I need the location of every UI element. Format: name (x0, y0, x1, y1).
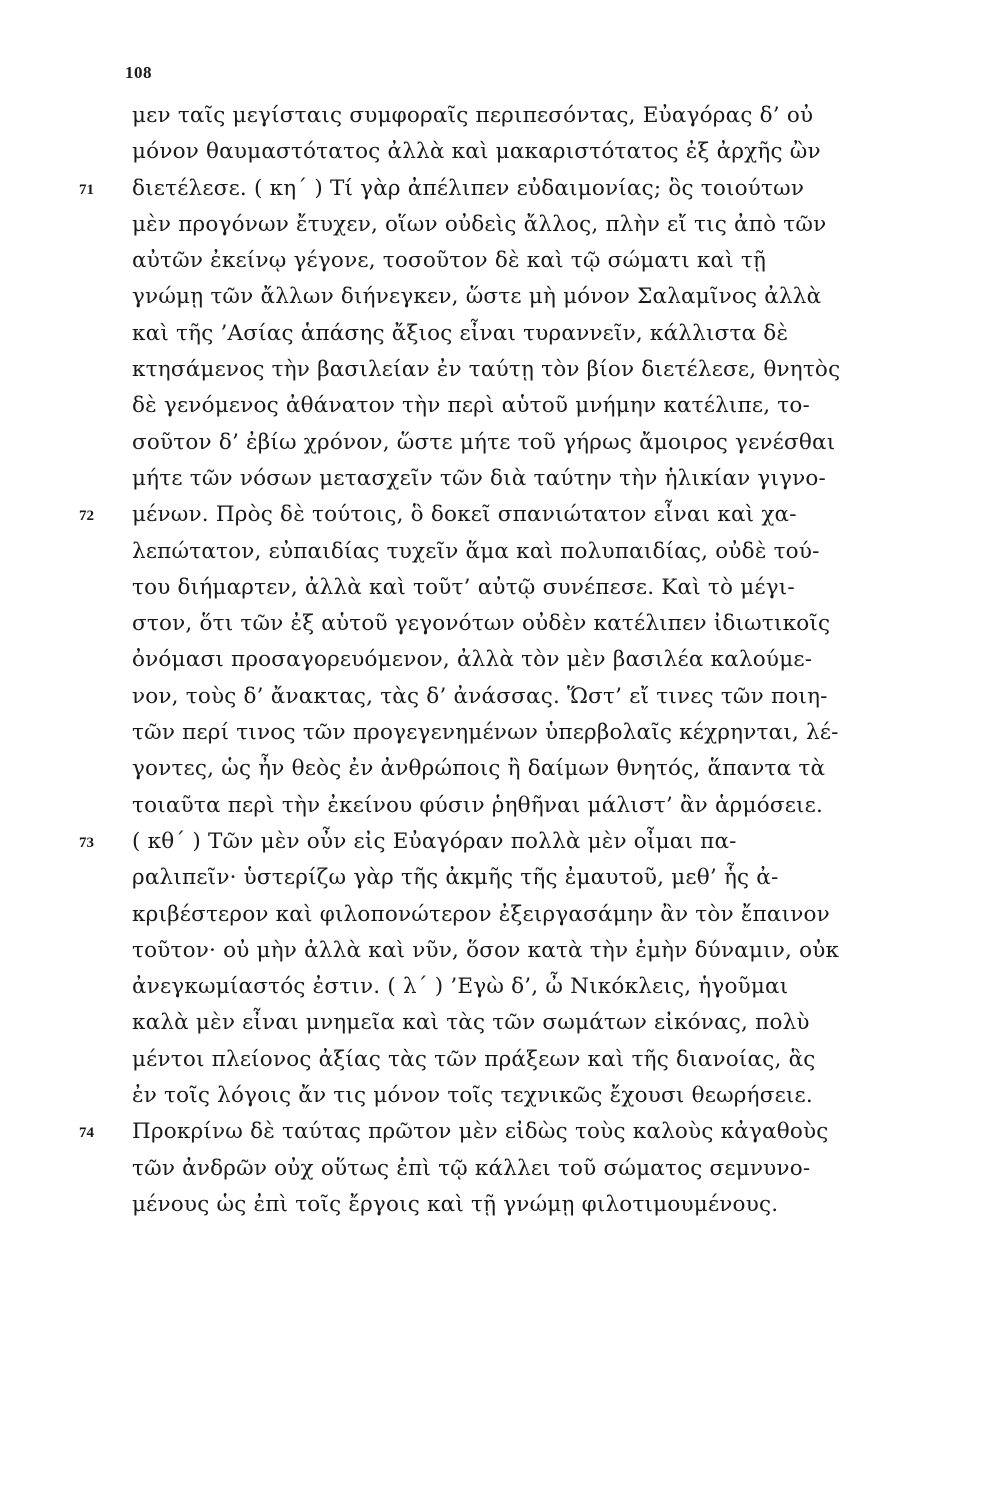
line-text: σοῦτον δ’ ἐβίω χρόνον, ὥστε μήτε τοῦ γήρως ἄμοιρος γενέσθαι (132, 429, 836, 455)
text-line (132, 897, 960, 933)
text-line (132, 98, 960, 134)
line-text: μέντοι πλείονος ἀξίας τὰς τῶν πράξεων καὶ τῆς διανοίας, ἃς (132, 1046, 816, 1072)
line-text: ἀνεγκωμίαστός ἐστιν. ( λ΄ ) ’Εγὼ δ’, ὦ Νικόκλεις, ἡγοῦμαι (132, 974, 789, 1000)
text-line (79, 824, 960, 860)
line-text: λεπώτατον, εὐπαιδίας τυχεῖν ἅμα καὶ πολυπαιδίας, οὐδὲ τού- (132, 538, 820, 564)
text-line (132, 969, 960, 1005)
line-text: ( κθ΄ ) Τῶν μὲν οὖν εἰς Εὐαγόραν πολλὰ μὲν οἶμαι πα- (132, 828, 737, 854)
text-line (132, 642, 960, 678)
line-text: διετέλεσε. ( κη΄ ) Τί γὰρ ἀπέλιπεν εὐδαιμονίας; ὃς τοιούτων (132, 175, 805, 201)
line-text: μεν ταῖς μεγίσταις συμφοραῖς περιπεσόντας, Εὐαγόρας δ’ οὐ (132, 103, 814, 128)
text-line (132, 207, 960, 243)
text-line (132, 316, 960, 352)
section-number: 71 (79, 181, 94, 198)
line-text: ραλιπεῖν· ὑστερίζω γὰρ τῆς ἀκμῆς τῆς ἐμαυτοῦ, μεθ’ ἧς ἀ- (132, 865, 779, 891)
text-line (132, 279, 960, 315)
line-text: δὲ γενόμενος ἀθάνατον τὴν περὶ αὑτοῦ μνήμην κατέλιπε, το- (132, 393, 810, 419)
line-text: ἐν τοῖς λόγοις ἄν τις μόνον τοῖς τεχνικῶς ἔχουσι θεωρήσειε. (132, 1083, 813, 1109)
line-text: τοιαῦτα περὶ τὴν ἐκείνου φύσιν ῥηθῆναι μάλιστ’ ἂν ἁρμόσειε. (132, 792, 824, 818)
main-text-block (79, 98, 960, 1223)
section-number: 74 (79, 1125, 94, 1142)
line-text: ὀνόμασι προσαγορευόμενον, ἀλλὰ τὸν μὲν βασιλέα καλούμε- (132, 647, 813, 673)
text-line (132, 860, 960, 896)
text-line (132, 425, 960, 461)
line-text: κτησάμενος τὴν βασιλείαν ἐν ταύτῃ τὸν βίον διετέλεσε, θνητὸς (132, 357, 841, 383)
text-line (132, 534, 960, 570)
line-text: μένων. Πρὸς δὲ τούτοις, ὃ δοκεῖ σπανιώτατον εἶναι καὶ χα- (132, 502, 797, 528)
line-text: γνώμῃ τῶν ἄλλων διήνεγκεν, ὥστε μὴ μόνον Σαλαμῖνος ἀλλὰ (132, 284, 822, 310)
text-line (79, 171, 960, 207)
text-line (132, 388, 960, 424)
section-number: 72 (79, 508, 94, 525)
text-line (132, 679, 960, 715)
line-text: καλὰ μὲν εἶναι μνημεῖα καὶ τὰς τῶν σωμάτων εἰκόνας, πολὺ (132, 1010, 810, 1036)
line-text: μόνον θαυμαστότατος ἀλλὰ καὶ μακαριστότατος ἐξ ἀρχῆς ὢν (132, 139, 821, 165)
text-line (132, 570, 960, 606)
text-line (132, 243, 960, 279)
line-text: Προκρίνω δὲ ταύτας πρῶτον μὲν εἰδὼς τοὺς καλοὺς κἀγαθοὺς (132, 1119, 829, 1145)
text-line (79, 497, 960, 533)
line-text: γοντες, ὡς ἦν θεὸς ἐν ἀνθρώποις ἢ δαίμων θνητός, ἅπαντα τὰ (132, 756, 826, 782)
text-line (132, 1151, 960, 1187)
text-line (132, 606, 960, 642)
text-line (132, 134, 960, 170)
text-line (132, 788, 960, 824)
line-text: στον, ὅτι τῶν ἐξ αὑτοῦ γεγονότων οὐδὲν κατέλιπεν ἰδιωτικοῖς (132, 611, 831, 637)
text-line (132, 715, 960, 751)
line-text: τῶν ἀνδρῶν οὐχ οὕτως ἐπὶ τῷ κάλλει τοῦ σώματος σεμνυνο- (132, 1155, 811, 1181)
line-text: αὐτῶν ἐκείνῳ γέγονε, τοσοῦτον δὲ καὶ τῷ σώματι καὶ τῇ (132, 248, 767, 274)
line-text: νον, τοὺς δ’ ἄνακτας, τὰς δ’ ἀνάσσας. Ὥστ’ εἴ τινες τῶν ποιη- (132, 683, 828, 709)
line-text: μένους ὡς ἐπὶ τοῖς ἔργοις καὶ τῇ γνώμῃ φιλοτιμουμένους. (132, 1191, 779, 1217)
line-text: του διήμαρτεν, ἀλλὰ καὶ τοῦτ’ αὐτῷ συνέπεσε. Καὶ τὸ μέγι- (132, 574, 795, 600)
text-line (132, 751, 960, 787)
page-number: 108 (125, 63, 152, 82)
text-line (132, 461, 960, 497)
text-line (132, 352, 960, 388)
text-line (79, 1114, 960, 1150)
line-text: μὲν προγόνων ἔτυχεν, οἵων οὐδεὶς ἄλλος, πλὴν εἴ τις ἀπὸ τῶν (132, 211, 827, 237)
text-line (132, 1187, 960, 1223)
text-line (132, 1005, 960, 1041)
text-line (132, 1042, 960, 1078)
line-text: καὶ τῆς ’Ασίας ἁπάσης ἄξιος εἶναι τυραννεῖν, κάλλιστα δὲ (132, 320, 789, 346)
text-line (132, 1078, 960, 1114)
section-number: 73 (79, 834, 94, 851)
line-text: τοῦτον· οὐ μὴν ἀλλὰ καὶ νῦν, ὅσον κατὰ τὴν ἐμὴν δύναμιν, οὐκ (132, 937, 840, 963)
line-text: μήτε τῶν νόσων μετασχεῖν τῶν διὰ ταύτην τὴν ἡλικίαν γιγνο- (132, 465, 827, 491)
line-text: κριβέστερον καὶ φιλοπονώτερον ἐξειργασάμην ἂν τὸν ἔπαινον (132, 901, 830, 927)
text-line (132, 933, 960, 969)
line-text: τῶν περί τινος τῶν προγεγενημένων ὑπερβολαῖς κέχρηνται, λέ- (132, 720, 839, 746)
